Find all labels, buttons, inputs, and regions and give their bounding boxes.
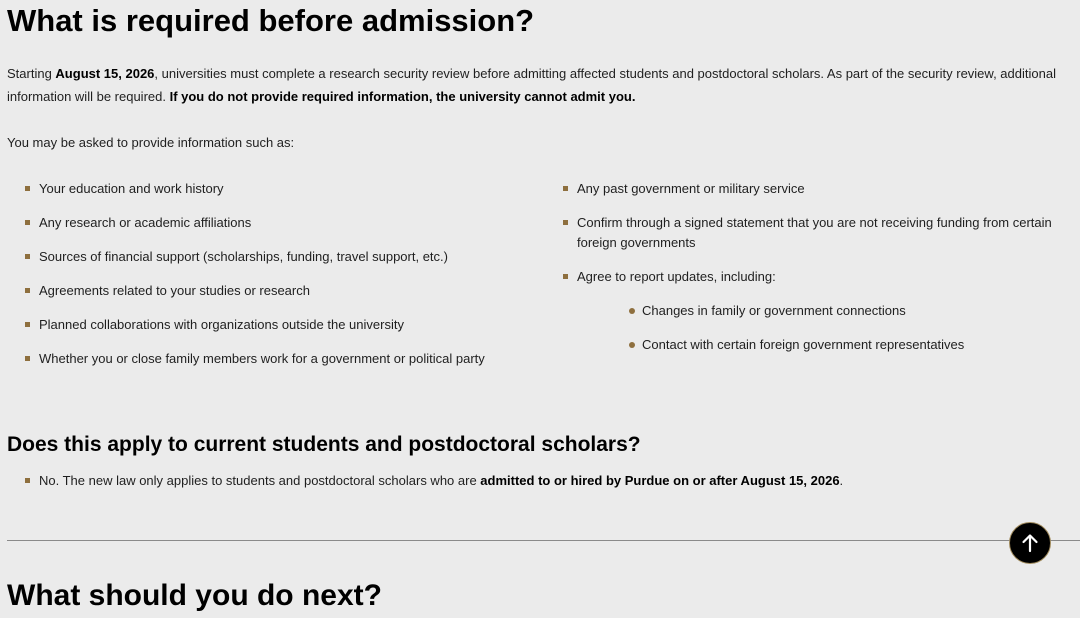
- round-bullet-icon: [629, 342, 635, 348]
- list-item-text: Whether you or close family members work for a government or political party: [39, 351, 485, 366]
- list-item: [545, 267, 1065, 355]
- list-item-text: Agreements related to your studies or research: [39, 283, 310, 298]
- intro-paragraph: [7, 62, 1067, 108]
- square-bullet-icon: [25, 288, 30, 293]
- apply-text-bold: admitted to or hired by Purdue on or after August 15, 2026: [480, 473, 840, 488]
- square-bullet-icon: [25, 322, 30, 327]
- list-item: [7, 471, 1057, 491]
- list-item-text: Confirm through a signed statement that you are not receiving funding from certain foreign governments: [577, 215, 1052, 250]
- square-bullet-icon: [25, 478, 30, 483]
- updates-sublist: [577, 301, 1065, 355]
- page-heading-required: What is required before admission?: [7, 3, 535, 38]
- square-bullet-icon: [563, 220, 568, 225]
- round-bullet-icon: [629, 308, 635, 314]
- square-bullet-icon: [25, 186, 30, 191]
- list-item: [7, 349, 537, 369]
- list-item: [7, 315, 537, 335]
- info-list-right: [545, 179, 1065, 369]
- arrow-up-icon: [1021, 533, 1039, 553]
- sub-list-item: [577, 335, 1065, 355]
- list-item-text: Any past government or military service: [577, 181, 805, 196]
- square-bullet-icon: [25, 356, 30, 361]
- intro-date: August 15, 2026: [55, 66, 155, 81]
- lead-text: You may be asked to provide information such as:: [7, 135, 295, 150]
- sub-list-item-text: Changes in family or government connections: [642, 303, 906, 318]
- apply-text-end: .: [839, 473, 844, 488]
- square-bullet-icon: [563, 274, 568, 279]
- square-bullet-icon: [25, 254, 30, 259]
- apply-text-start: No. The new law only applies to students and postdoctoral scholars who are: [39, 473, 481, 488]
- heading-next: What should you do next?: [7, 579, 382, 612]
- intro-text-middle: , universities must complete a research security review before admitting affected students and postdoctoral scholars. As part of the security review, additional information will be required.: [7, 66, 1056, 104]
- info-list-left: [7, 179, 537, 383]
- intro-warning: If you do not provide required information, the university cannot admit you.: [169, 89, 636, 104]
- square-bullet-icon: [563, 186, 568, 191]
- list-item: [7, 247, 537, 267]
- list-item: [7, 179, 537, 199]
- sub-list-item-text: Contact with certain foreign government representatives: [642, 337, 965, 352]
- list-item: [545, 179, 1065, 199]
- list-item-text: Planned collaborations with organizations outside the university: [39, 317, 404, 332]
- list-item: [545, 213, 1065, 253]
- apply-list: [7, 471, 1057, 491]
- intro-text-start: Starting: [7, 66, 56, 81]
- list-item-text: Agree to report updates, including:: [577, 269, 776, 284]
- list-item: [7, 281, 537, 301]
- heading-apply: Does this apply to current students and postdoctoral scholars?: [7, 433, 641, 456]
- list-item-text: Sources of financial support (scholarships, funding, travel support, etc.): [39, 249, 448, 264]
- section-divider: [7, 540, 1080, 541]
- square-bullet-icon: [25, 220, 30, 225]
- list-item: [7, 213, 537, 233]
- back-to-top-button[interactable]: [1009, 522, 1051, 564]
- list-item-text: Your education and work history: [39, 181, 224, 196]
- sub-list-item: [577, 301, 1065, 321]
- list-item-text: Any research or academic affiliations: [39, 215, 252, 230]
